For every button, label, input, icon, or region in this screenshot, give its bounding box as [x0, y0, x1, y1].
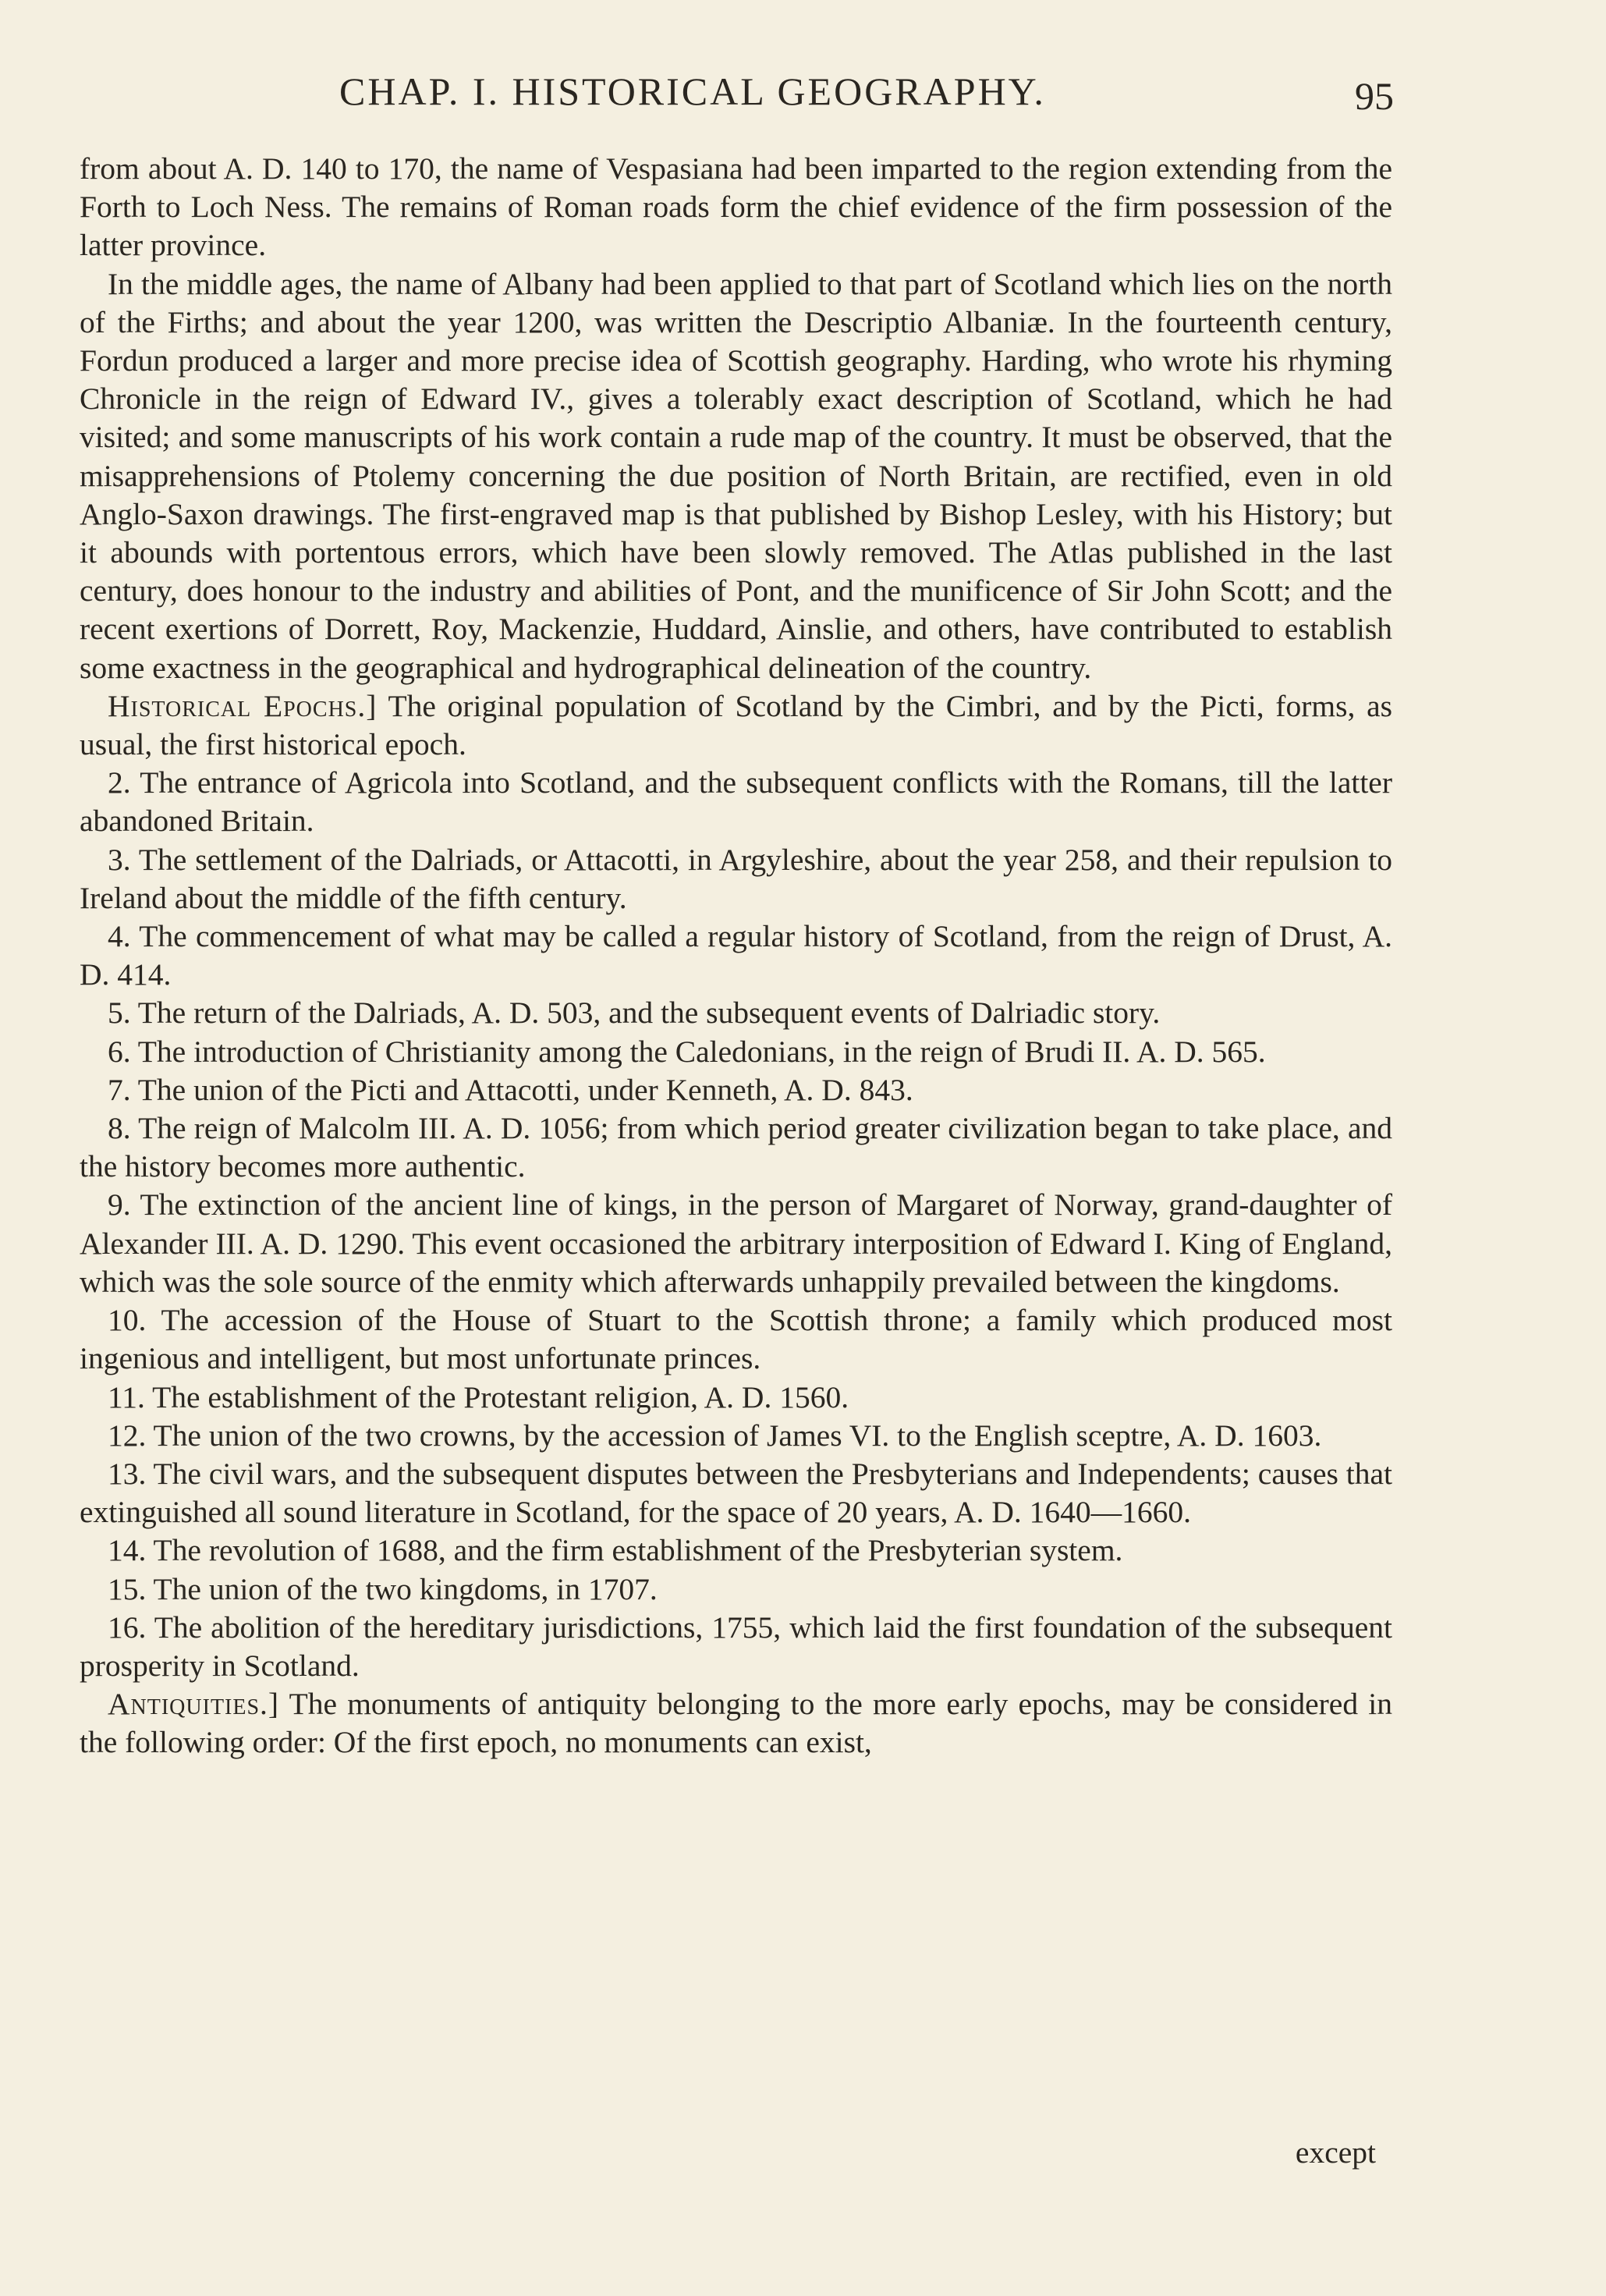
paragraph	[80, 1033, 1392, 1071]
paragraph-text: 5. The return of the Dalriads, A. D. 503, and the subsequent events of Dalriadic story.	[108, 995, 1161, 1031]
paragraph	[80, 1301, 1392, 1378]
paragraph	[80, 1417, 1392, 1455]
paragraph-text: 10. The accession of the House of Stuart to the Scottish throne; a family which produced most ingenious and intelligent, but most unfortunate princes.	[80, 1303, 1392, 1376]
paragraph-text: 8. The reign of Malcolm III. A. D. 1056; from which period greater civilization began to take place, and the history becomes more authentic.	[80, 1111, 1392, 1184]
running-head	[0, 69, 1606, 123]
paragraph	[80, 1609, 1392, 1685]
chapter-title: CHAP. I. HISTORICAL GEOGRAPHY.	[339, 69, 1046, 113]
paragraph-text: 16. The abolition of the hereditary jurisdictions, 1755, which laid the first foundation of the subsequent prosperity in Scotland.	[80, 1609, 1392, 1683]
paragraph-text: 9. The extinction of the ancient line of kings, in the person of Margaret of Norway, grand-daughter of Alexander III. A. D. 1290. This event occasioned the arbitrary interposition of Edward I. King of England, which was the sole source of the enmity which afterwards unhappily prevailed between the kingdoms.	[80, 1187, 1392, 1299]
paragraph	[80, 1685, 1392, 1762]
paragraph-text: The monuments of antiquity belonging to the more early epochs, may be considered in the following order: Of the first epoch, no monuments can exist,	[80, 1687, 1392, 1760]
paragraph-text: 11. The establishment of the Protestant religion, A. D. 1560.	[108, 1379, 849, 1414]
paragraph-text: In the middle ages, the name of Albany had been applied to that part of Scotland which lies on the north of the Firths; and about the year 1200, was written the Descriptio Albaniæ. In the fourteenth century, Fordun produced a larger and more precise idea of Scottish geography. Harding, who wrote his rhyming Chronicle in the reign of Edward IV., gives a tolerably exact description of Scotland, which he had visited; and some manuscripts of his work contain a rude map of the country. It must be observed, that the misapprehensions of Ptolemy concerning the due position of North Britain, are rectified, even in old Anglo-Saxon drawings. The first-engraved map is that published by Bishop Lesley, with his History; but it abounds with portentous errors, which have been slowly removed. The Atlas published in the last century, does honour to the industry and abilities of Pont, and the munificence of Sir John Scott; and the recent exertions of Dorrett, Roy, Mackenzie, Huddard, Ainslie, and others, have contributed to establish some exactness in the geographical and hydrographical delineation of the country.	[80, 266, 1392, 685]
paragraph-text: 7. The union of the Picti and Attacotti, under Kenneth, A. D. 843.	[108, 1072, 913, 1107]
paragraph-text: 14. The revolution of 1688, and the firm establishment of the Presbyterian system.	[108, 1533, 1123, 1568]
paragraph	[80, 1531, 1392, 1570]
paragraph	[80, 994, 1392, 1032]
paragraph-text: 6. The introduction of Christianity among the Caledonians, in the reign of Brudi II. A. D. 565.	[108, 1034, 1266, 1069]
paragraph-text: 4. The commencement of what may be called a regular history of Scotland, from the reign of Drust, A. D. 414.	[80, 919, 1392, 992]
paragraph-text: 12. The union of the two crowns, by the accession of James VI. to the English sceptre, A. D. 1603.	[108, 1418, 1322, 1453]
paragraph	[80, 764, 1392, 840]
paragraph-text: 15. The union of the two kingdoms, in 1707.	[108, 1571, 658, 1606]
paragraph-text: The original population of Scotland by the Cimbri, and by the Picti, forms, as usual, the first historical epoch.	[80, 688, 1392, 762]
paragraph-text: 2. The entrance of Agricola into Scotland, and the subsequent conflicts with the Romans, till the latter abandoned Britain.	[80, 765, 1392, 839]
paragraph	[80, 841, 1392, 917]
paragraph	[80, 150, 1392, 265]
paragraph	[80, 917, 1392, 994]
paragraph	[80, 1379, 1392, 1417]
body-text	[80, 150, 1392, 1762]
paragraph	[80, 1109, 1392, 1186]
catchword: except	[1295, 2135, 1376, 2170]
paragraph	[80, 1186, 1392, 1301]
paragraph	[80, 265, 1392, 687]
section-heading: Antiquities.]	[108, 1687, 280, 1722]
paragraph	[80, 1455, 1392, 1531]
page-number: 95	[1355, 74, 1394, 118]
paragraph	[80, 687, 1392, 764]
paragraph-text: 13. The civil wars, and the subsequent disputes between the Presbyterians and Independents; causes that extinguished all sound literature in Scotland, for the space of 20 years, A. D. 1640—1660.	[80, 1456, 1392, 1530]
paragraph-text: from about A. D. 140 to 170, the name of Vespasiana had been imparted to the region extending from the Forth to Loch Ness. The remains of Roman roads form the chief evidence of the firm possession of the latter province.	[80, 151, 1392, 263]
paragraph	[80, 1570, 1392, 1609]
section-heading: Historical Epochs.]	[108, 688, 378, 723]
paragraph-text: 3. The settlement of the Dalriads, or Attacotti, in Argyleshire, about the year 258, and their repulsion to Ireland about the middle of the fifth century.	[80, 842, 1392, 915]
paragraph	[80, 1071, 1392, 1109]
